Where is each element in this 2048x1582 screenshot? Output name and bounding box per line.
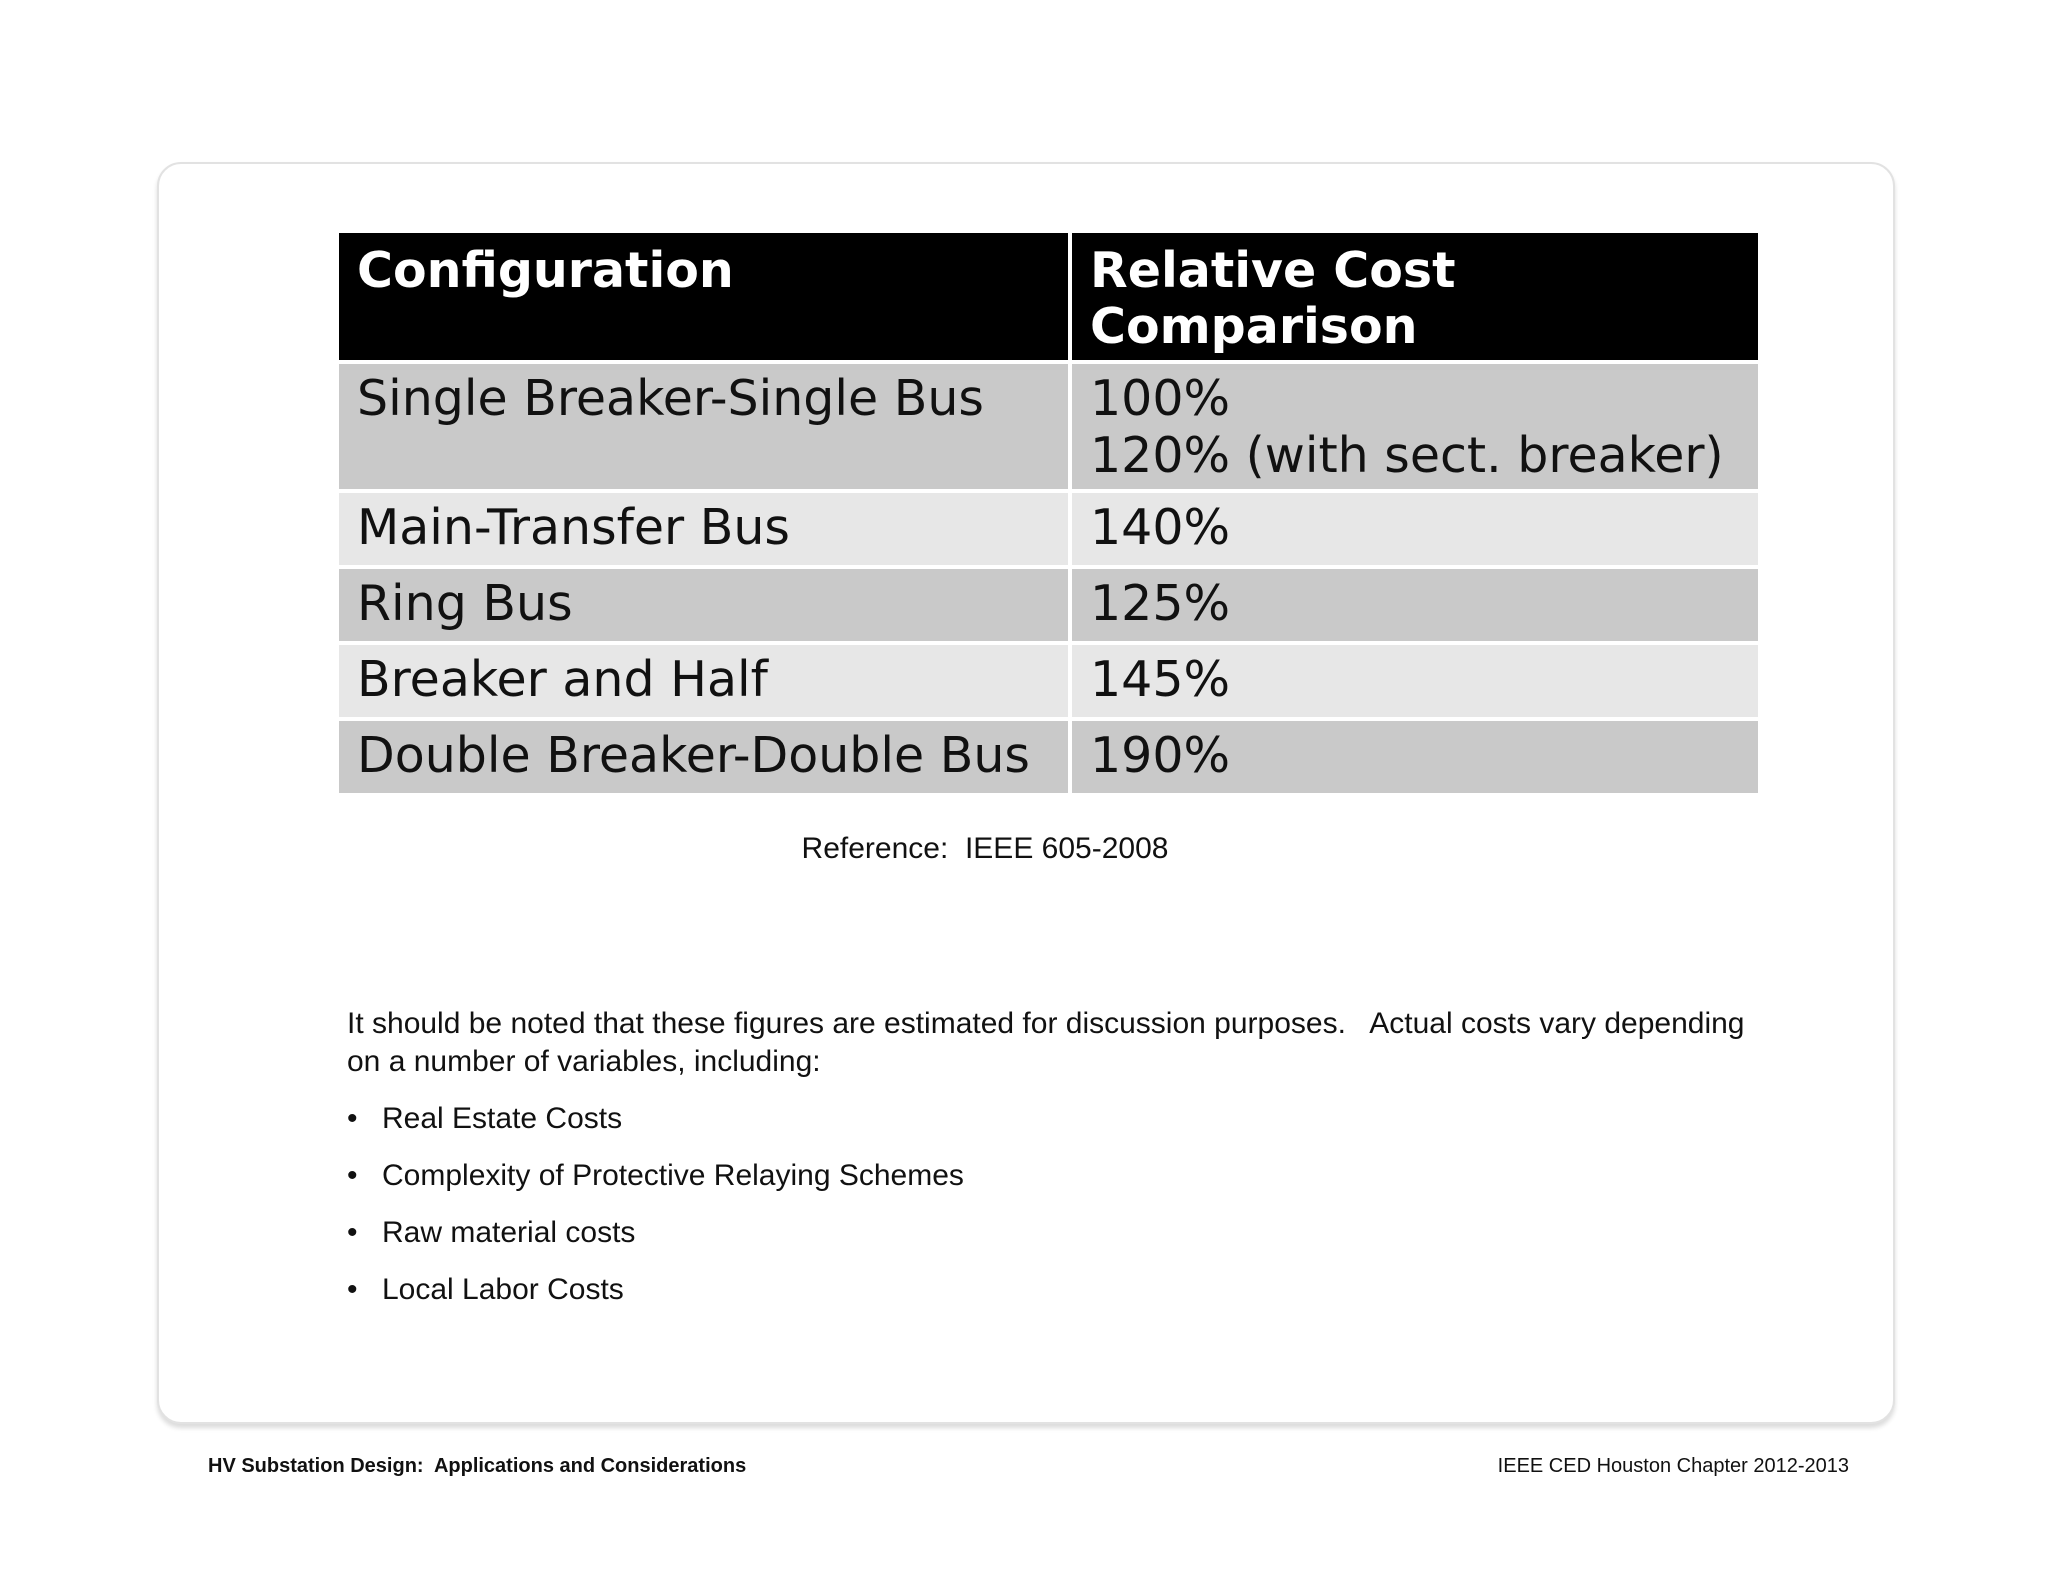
footer-title: HV Substation Design: Applications and Considerations [208,1455,747,1477]
list-item [347,1271,964,1328]
table-row [337,362,1760,491]
table-row [337,567,1760,643]
list-item [347,1100,964,1157]
cost-cell: 145% [1070,643,1760,719]
table-row [337,491,1760,567]
list-item-text: Raw material costs [382,1216,636,1249]
table-row [337,719,1760,795]
bullet-icon: • [347,1273,358,1306]
table-header-row [337,231,1760,362]
list-item-text: Real Estate Costs [382,1102,623,1135]
list-item [347,1214,964,1271]
table-row [337,643,1760,719]
cost-cell: 140% [1070,491,1760,567]
configuration-cell: Double Breaker-Double Bus [337,719,1070,795]
cost-cell: 190% [1070,719,1760,795]
bullet-icon: • [347,1216,358,1249]
reference-note: Reference: IEEE 605-2008 [801,832,1169,865]
bullet-icon: • [347,1159,358,1192]
cost-comparison-table [335,229,1762,797]
header-relative-cost: Relative Cost Comparison [1070,231,1760,362]
footer-organization: IEEE CED Houston Chapter 2012-2013 [1497,1455,1849,1477]
list-item [347,1157,964,1214]
list-item-text: Complexity of Protective Relaying Schemes [382,1159,964,1192]
configuration-cell: Single Breaker-Single Bus [337,362,1070,491]
disclaimer-paragraph: It should be noted that these figures are estimated for discussion purposes. Actual costs vary depending on a number of variables, including: [347,1007,1753,1078]
header-configuration: Configuration [337,231,1070,362]
cost-cell: 125% [1070,567,1760,643]
configuration-cell: Breaker and Half [337,643,1070,719]
configuration-cell: Ring Bus [337,567,1070,643]
cost-cell: 100% 120% (with sect. breaker) [1070,362,1760,491]
configuration-cell: Main-Transfer Bus [337,491,1070,567]
list-item-text: Local Labor Costs [382,1273,624,1306]
variables-list [347,1100,964,1328]
bullet-icon: • [347,1102,358,1135]
